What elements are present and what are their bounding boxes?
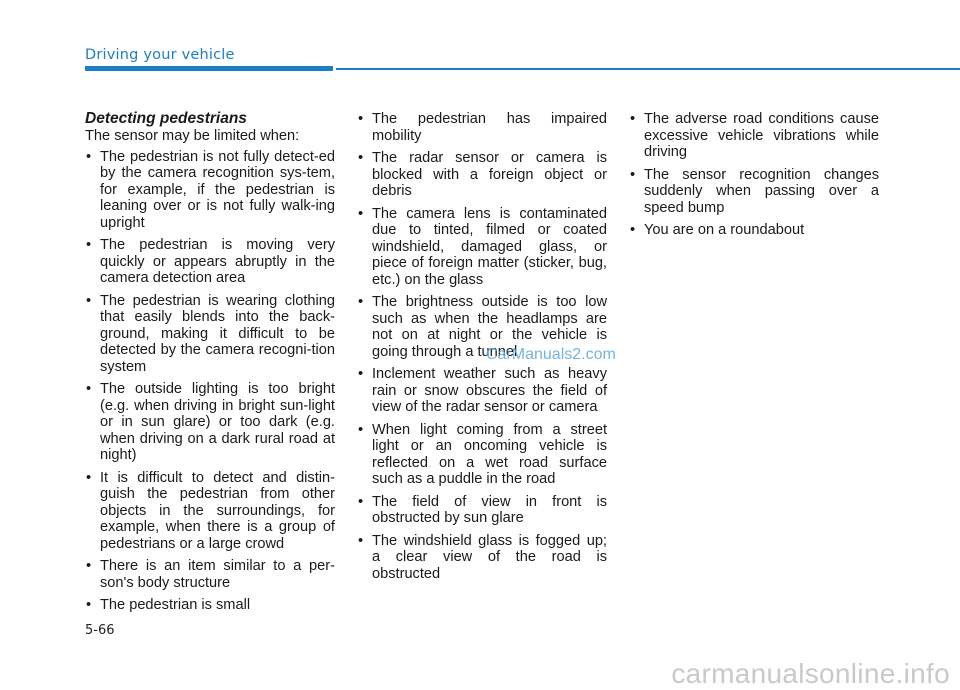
list-item: • The pedestrian has impaired mobility — [358, 111, 607, 144]
list-item: • It is difficult to detect and distin-guish the pedestrian from other objects in the surroundings, for example, when there is a group of pedestrians or a large crowd — [86, 469, 335, 552]
bullet-icon: • — [86, 237, 92, 253]
section-heading: Detecting pedestrians — [85, 110, 247, 127]
header-rule-thin — [336, 68, 960, 70]
bullet-icon: • — [86, 469, 92, 486]
list-item: • The field of view in front is obstructed by sun glare — [358, 493, 607, 526]
bullet-icon: • — [630, 166, 636, 183]
bullet-icon: • — [358, 493, 364, 510]
bullet-icon: • — [358, 205, 364, 222]
list-item: • The camera lens is contaminated due to tinted, filmed or coated windshield, damaged glass, or piece of foreign matter (sticker, bug, etc.) on the glass — [358, 205, 607, 288]
bullet-icon: • — [358, 532, 364, 549]
bullet-list-3 — [629, 111, 879, 239]
bullet-list-1 — [85, 149, 335, 614]
list-item: • There is an item similar to a per-son's body structure — [86, 558, 335, 591]
list-item: • The radar sensor or camera is blocked with a foreign object or debris — [358, 150, 607, 199]
bullet-icon: • — [86, 148, 92, 165]
bullet-icon: • — [358, 421, 364, 438]
list-item: • The pedestrian is moving very quickly or appears abruptly in the camera detection area — [86, 237, 335, 286]
bullet-icon: • — [630, 111, 636, 127]
list-item: • The pedestrian is small — [86, 597, 251, 613]
list-item: • The pedestrian is not fully detect-ed by the camera recognition sys-tem, for example, if the pedestrian is leaning over or is not fully walk-ing upright — [86, 148, 335, 231]
bullet-icon: • — [630, 222, 636, 238]
list-item: • The adverse road conditions cause excessive vehicle vibrations while driving — [630, 111, 879, 160]
bullet-icon: • — [86, 597, 92, 613]
column-3 — [629, 111, 879, 245]
bullet-icon: • — [358, 366, 364, 382]
list-item: • Inclement weather such as heavy rain or snow obscures the field of view of the radar sensor or camera — [358, 366, 607, 415]
header-rule-thick — [85, 66, 333, 71]
list-item: • The sensor recognition changes suddenly when passing over a speed bump — [630, 166, 879, 216]
list-item: • The outside lighting is too bright (e.g. when driving in bright sun-light or in sun glare) or too dark (e.g. when driving on a dark rural road at night) — [86, 381, 335, 463]
list-item: • When light coming from a street light or an oncoming vehicle is reflected on a wet road surface such as a puddle in the road — [358, 421, 607, 487]
bullet-icon: • — [86, 292, 92, 309]
page-number: 5-66 — [85, 623, 115, 638]
list-item: • The brightness outside is too low such as when the headlamps are not on at night or the vehicle is going through a tunnel — [358, 294, 607, 360]
list-item: • The windshield glass is fogged up; a clear view of the road is obstructed — [358, 532, 607, 582]
intro-text: The sensor may be limited when: — [85, 128, 300, 144]
list-item: • The pedestrian is wearing clothing that easily blends into the back-ground, making it difficult to be detected by the camera recogni-tion system — [86, 292, 335, 375]
bullet-icon: • — [358, 111, 364, 127]
section-title: Driving your vehicle — [85, 47, 235, 63]
column-1 — [85, 110, 335, 620]
watermark-overlay: CarManuals2.com — [486, 346, 616, 363]
bullet-icon: • — [86, 381, 92, 397]
bullet-icon: • — [86, 558, 92, 574]
list-item: • You are on a roundabout — [630, 222, 805, 238]
bullet-icon: • — [358, 150, 364, 166]
site-watermark: carmanualsonline.info — [671, 658, 950, 689]
bullet-icon: • — [358, 294, 364, 310]
